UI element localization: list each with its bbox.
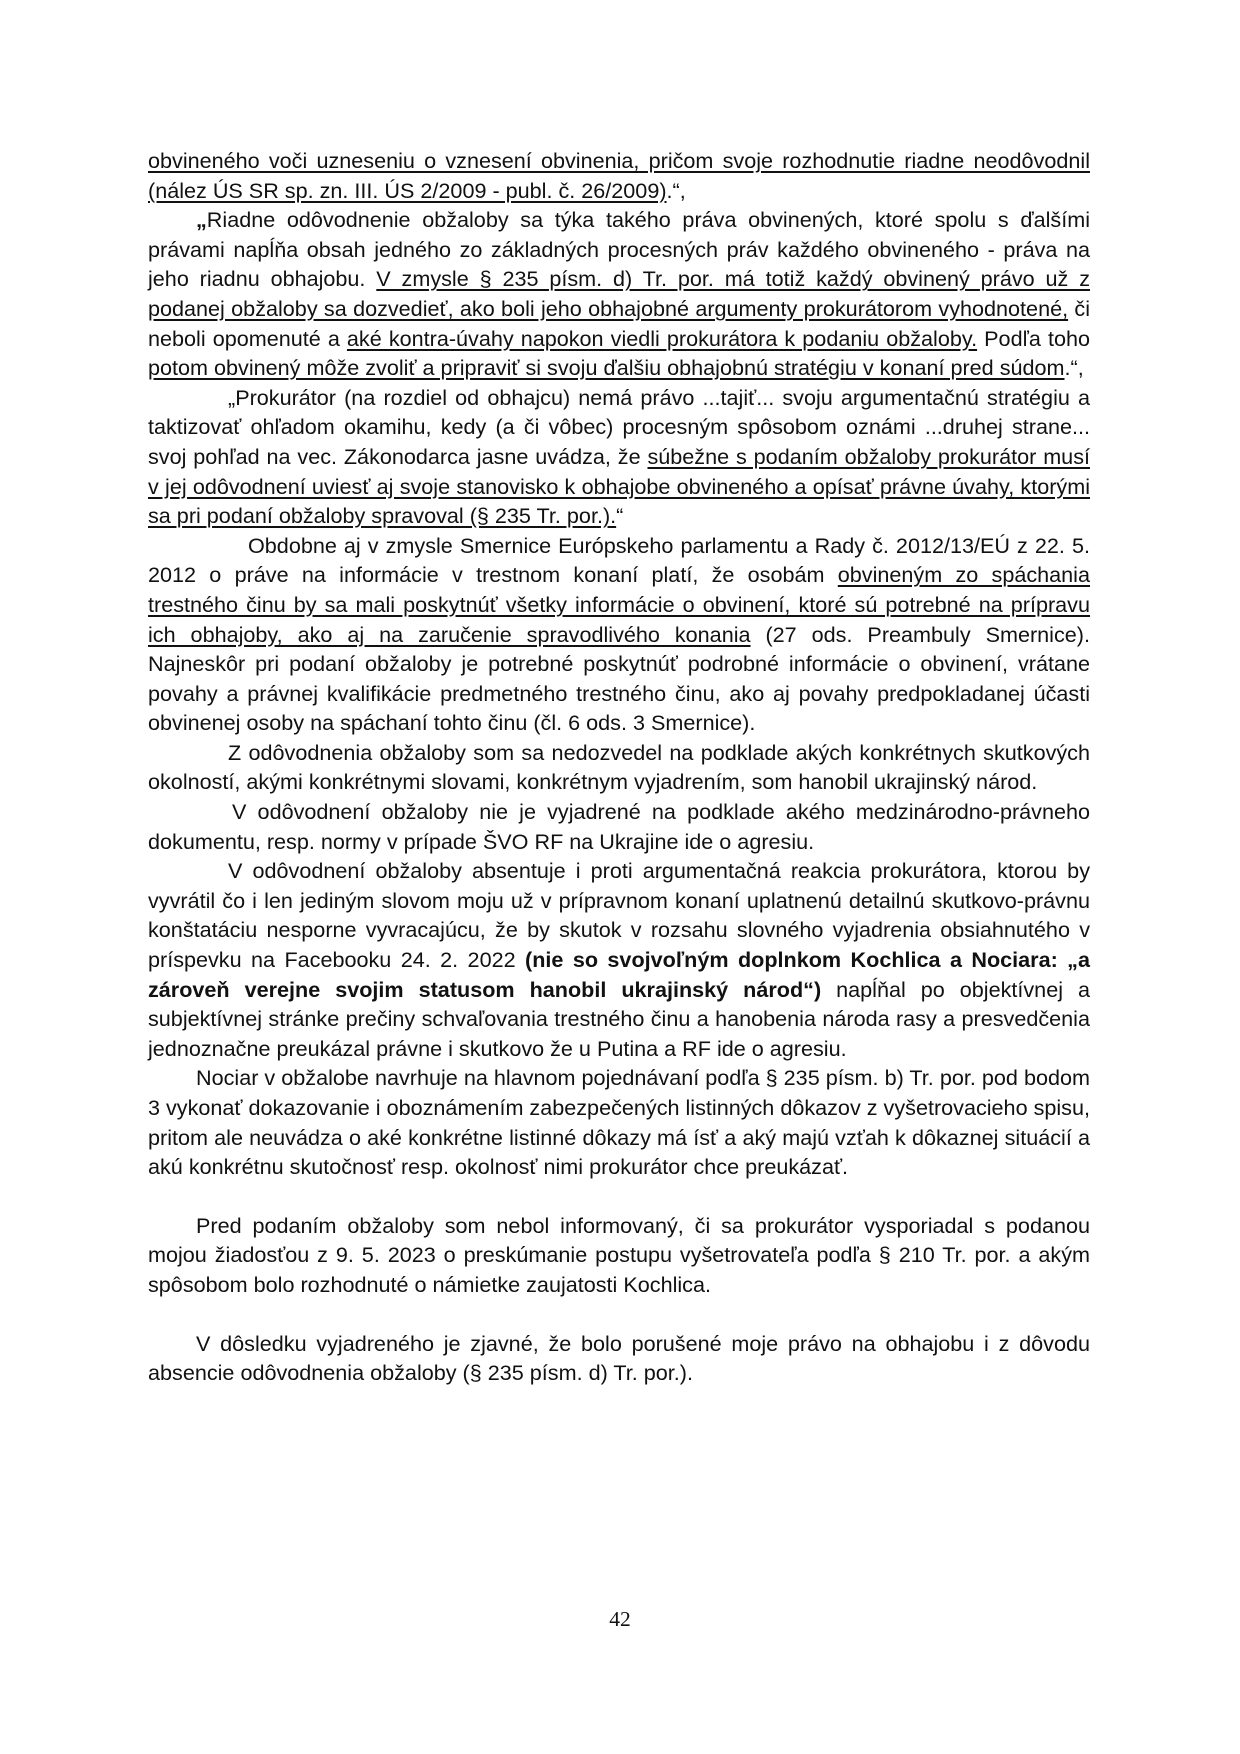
text-run: .“, [666, 177, 686, 203]
paragraph [148, 1329, 1090, 1388]
text-run: V dôsledku vyjadreného je zjavné, že bolo porušené moje právo na obhajobu i z dôvodu absencie odôvodnenia obžaloby (§ 235 písm. d) Tr. por.). [148, 1330, 1090, 1386]
text-run: Obdobne aj v zmysle Smernice Európskeho parlamentu a Rady č. 2012/13/EÚ z 22. 5. 2012 o práve na informácie v trestnom konaní platí, že osobám [148, 532, 1090, 588]
text-run: .“, [1064, 355, 1084, 381]
paragraph [148, 383, 1090, 531]
text-run: “ [616, 503, 624, 529]
text-run: V odôvodnení obžaloby nie je vyjadrené na podklade akého medzinárodno-právneho dokumentu, resp. normy v prípade ŠVO RF na Ukrajine ide o agresiu. [148, 799, 1090, 854]
text-run: Z odôvodnenia obžaloby som sa nedozvedel na podklade akých konkrétnych skutkových okolností, akými konkrétnymi slovami, konkrétnym vyjadrením, som hanobil ukrajinský národ. [148, 739, 1090, 795]
page-number: 42 [609, 1607, 631, 1631]
text-run: V odôvodnení obžaloby absentuje i proti argumentačná reakcia prokurátora, ktorou by vyvrátil čo i len jediným slovom moju už v prípravnom konaní uplatnenú detailnú skutkovo-právnu konštatáciu nesporne vyvracajúcu, že by skutok v rozsahu slovného vyjadrenia obsiahnutého v príspevku na Facebooku 24. 2. 2022 [148, 858, 1090, 973]
text-run: Nociar v obžalobe navrhuje na hlavnom pojednávaní podľa § 235 písm. b) Tr. por. pod bodom 3 vykonať dokazovanie i oboznámením zabezpečených listinných dôkazov z vyšetrovacieho spisu, pritom ale neuvádza o aké konkrétne listinné dôkazy má ísť a aký majú vzťah k dôkaznej situácií a akú konkrétnu skutočnosť resp. okolnosť nimi prokurátor chce preukázať. [148, 1065, 1090, 1180]
paragraph [148, 856, 1090, 1063]
paragraph [148, 146, 1090, 205]
underlined-text: súbežne s podaním obžaloby prokurátor musí v jej odôvodnení uviesť aj svoje stanovisko k obhajobe obvineného a opísať právne úvahy, ktorými sa pri podaní obžaloby spravoval (§ 235 Tr. por.). [148, 443, 1090, 529]
bold-text: (nie so svojvoľným doplnkom Kochlica a Nociara: „a zároveň verejne svojim statusom hanobil ukrajinský národ“) [148, 947, 1090, 1002]
text-run: Riadne odôvodnenie obžaloby sa týka takého práva obvinených, ktoré spolu s ďalšími právami napĺňa obsah jedného zo základných procesných práv každého obvineného - práva na jeho riadnu obhajobu. [148, 207, 1090, 292]
paragraph [148, 531, 1090, 738]
text-run: či neboli opomenuté a [148, 295, 1091, 351]
text-run: Pred podaním obžaloby som nebol informovaný, či sa prokurátor vysporiadal s podanou mojou žiadosťou z 9. 5. 2023 o preskúmanie postupu vyšetrovateľa podľa § 210 Tr. por. a akým spôsobom bolo rozhodnuté o námietke zaujatosti Kochlica. [148, 1212, 1090, 1297]
text-run: „Prokurátor (na rozdiel od obhajcu) nemá právo ...tajiť... svoju argumentačnú stratégiu a taktizovať ohľadom okamihu, kedy (a či vôbec) procesným spôsobom oznámi ...druhej strane... svoj pohľad na vec. Zákonodarca jasne uvádza, že [148, 384, 1090, 469]
underlined-text: obvineného voči uzneseniu o vznesení obvinenia, pričom svoje rozhodnutie riadne neodôvodnil (nález ÚS SR sp. zn. III. ÚS 2/2009 - publ. č. 26/2009) [148, 148, 1090, 203]
text-run: napĺňal po objektívnej a subjektívnej stránke prečiny schvaľovania trestného činu a hanobenia národa rasy a presvedčenia jednoznačne preukázal právne i skutkovo že u Putina a RF ide o agresiu. [148, 976, 1090, 1061]
paragraph [148, 797, 1090, 856]
underlined-text: aké kontra-úvahy napokon viedli prokurátora k podaniu obžaloby. [346, 325, 978, 351]
bold-text: „ [196, 207, 207, 233]
paragraph [148, 738, 1090, 797]
underlined-text: potom obvinený môže zvoliť a pripraviť si svoju ďalšiu obhajobnú stratégiu v konaní pred súdom [148, 355, 1065, 381]
underlined-text: V zmysle § 235 písm. d) Tr. por. má totiž každý obvinený právo už z podanej obžaloby sa dozvedieť, ako boli jeho obhajobné argumenty prokurátorom vyhodnotené, [148, 266, 1090, 321]
paragraph [148, 1211, 1090, 1300]
underlined-text: obvineným zo spáchania trestného činu by sa mali poskytnúť všetky informácie o obvinení, ktoré sú potrebné na prípravu ich obhajoby, ako aj na zaručenie spravodlivého konania [148, 562, 1090, 647]
text-run: (27 ods. Preambuly Smernice). Najneskôr pri podaní obžaloby je potrebné poskytnúť podrobné informácie o obvinení, vrátane povahy a právnej kvalifikácie predmetného trestného činu, ako aj povahy predpokladanej účasti obvinenej osoby na spáchaní tohto činu (čl. 6 ods. 3 Smernice). [148, 621, 1090, 736]
text-run: Podľa toho [977, 325, 1090, 351]
paragraph [148, 205, 1090, 383]
paragraph [148, 1063, 1090, 1181]
document-body [148, 146, 1090, 1388]
